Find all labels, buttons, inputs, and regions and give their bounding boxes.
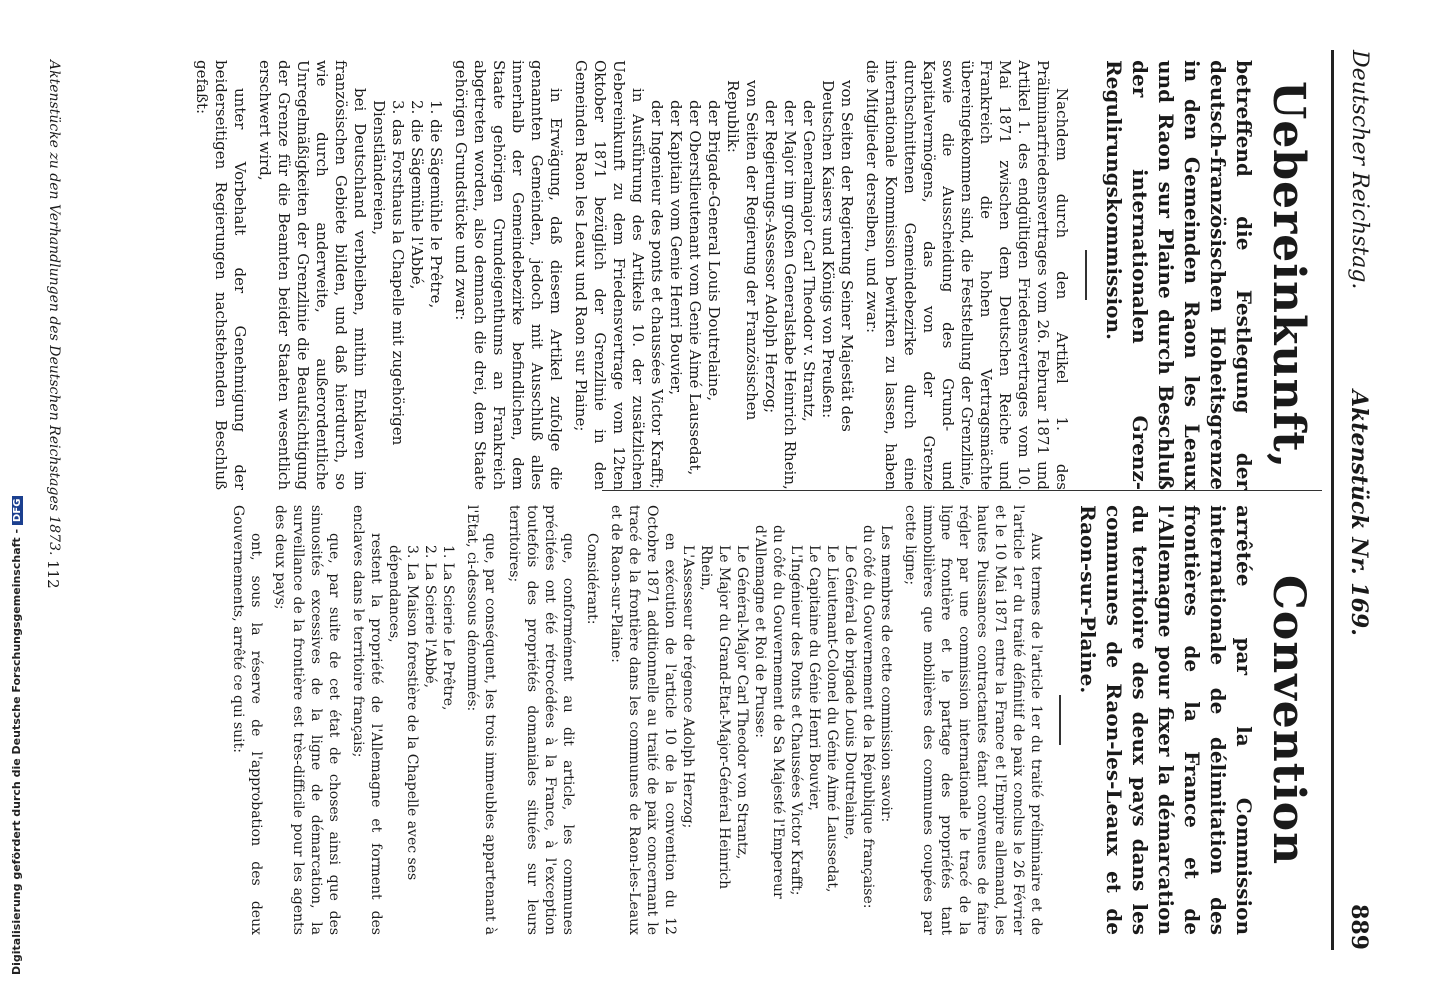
german-line: der Regierungs-Assessor Adolph Herzog; [762, 100, 780, 414]
header-rule [1331, 50, 1334, 950]
german-paragraph: in Erwägung, daß diesem Artikel zufolge die genannten Gemeinden, jedoch mit Ausschluß alles innerhalb der Gemeindebezirke befindlichen, dem Staate gehörigen Grundeigenthums an Frankreich abgetreten worden, also demnach die drei, dem Staate gehörigen Grundstücke und zwar: [452, 60, 565, 490]
digitization-text: Digitalisierung gefördert durch die Deutsche Forschungsgemeinschaft - [10, 528, 23, 975]
french-paragraph: que, conformément au dit article, les communes précitées ont été rétrocédées à la France, à l'exception toutefois des propriétés domaniales situées sur leurs territoires; [506, 505, 576, 935]
french-paragraph: restent la propriété de l'Allemagne et forment des enclaves dans le territoire français; [350, 505, 384, 935]
german-subtitle: betreffend die Festlegung der deutsch-französischen Hoheitsgrenze in den Gemeinden Raon les Leaux und Raon sur Plaine durch Beschluß der internationalen Grenz-Regulirungskommission. [1102, 60, 1256, 490]
french-line: Le Lieutenant-Colonel du Génie Aimé Laussedat, [824, 545, 840, 893]
french-title: Convention [1263, 574, 1314, 866]
german-paragraph: Nachdem durch den Artikel 1. des Präliminarfriedensvertrages vom 26. Februar 1871 und Artikel 1. des endgültigen Friedensvertrages vom 10. Mai 1871 zwischen dem Deutschen Reiche und Frankreich die hohen Vertragsmächte übereingekommen sind, die Feststellung der Grenzlinie, sowie die Ausscheidung des Grund- und Kapitalvermögens, das von der Grenze durchschnittenen Gemeindebezirke durch eine internationale Kommission bewirken zu lassen, haben die Mitglieder derselben, und zwar: [863, 60, 1071, 490]
page-header [1332, 50, 1372, 950]
footer-page-number: 112 [44, 560, 62, 589]
french-line: L'Ingénieur des Ponts et Chaussées Victor Krafft; [788, 545, 804, 896]
french-list-item: 1. La Scierie Le Prêtre, [440, 545, 456, 711]
french-line: Le Capitaine du Génie Henri Bouvier, [806, 545, 822, 811]
french-subtitle: arrêtée par la Commission internationale de délimitation des frontières de la France et de l'Allemagne pour fixer la démarcation du territoire des deux pays dans les communes de Raon-les-Leaux et de Raon-sur-Plaine. [1076, 505, 1256, 935]
french-paragraph: Aux termes de l'article 1er du traité préliminaire et de l'article 1er du traité définitif de paix conclus le 26 Février et le 10 Mai 1871 entre la France et l'Empire allemand, les hautes Puissances contractantes étant convenues de faire régler par une commission internationale le tracé de la ligne frontière et le partage des propriétés tant immobilières que mobilières des communes coupées par cette ligne; [902, 505, 1044, 935]
german-line: der Ingenieur des ponts et chaussées Victor Krafft; [648, 100, 666, 489]
french-column [223, 505, 1322, 935]
section-rule [1059, 695, 1061, 745]
german-line: der Brigade-General Louis Doutrelaine, [705, 100, 723, 402]
footer-note: Aktenstücke zu den Verhandlungen des Deutschen Reichstages 1873. [46, 60, 62, 556]
header-publication: Deutscher Reichstag. [1347, 50, 1372, 290]
german-line: der Kapitain vom Genie Henri Bouvier, [667, 100, 685, 396]
french-line: Le Major du Grand-Etat-Major-Général Heinrich Rhein, [698, 545, 732, 890]
column-divider [602, 490, 1322, 491]
german-line: von Seiten der Regierung Seiner Majestät des Deutschen Kaisers und Königs von Preußen: [819, 80, 856, 432]
header-document-number: Aktenstück Nr. 169. [1346, 390, 1372, 636]
french-paragraph: que, par suite de cet état de choses ainsi que des sinuosités excessives de la ligne de démarcation, la surveillance de la frontière est très-difficile pour les agents des deux pays; [272, 505, 342, 935]
digitization-strip [8, 0, 28, 1000]
german-line: der Major im großen Generalstabe Heinrich Rhein, [781, 100, 799, 490]
german-paragraph: in Ausführung des Artikels 10. der zusätzlichen Uebereinkunft zu dem Friedensvertrage vom 12ten Oktober 1871 bezüglich der Grenzlinie in den Gemeinden Raon les Leaux und Raon sur Plaine; [572, 60, 647, 490]
german-paragraph: bei Deutschland verbleiben, mithin Enklaven im französischen Gebiete bilden, und daß hierdurch, so wie durch anderweite, außerordentliche Unregelmäßigkeiten der Grenzlinie die Beaufsichtigung der Grenze für die Beamten beider Staaten wesentlich erschwert wird, [256, 60, 369, 490]
french-list-item: 2. La Scierie l'Abbé, [422, 545, 438, 689]
german-list-item: 1. die Sägemühle le Prêtre, [427, 100, 445, 309]
dfg-logo-icon: DFG [12, 496, 23, 525]
french-line: du côté du Gouvernement de la République française: [860, 525, 876, 909]
german-line: der Oberstlieutenant vom Genie Aimé Laussedat, [686, 100, 704, 476]
german-line: der Generalmajor Carl Theodor v. Strantz, [800, 100, 818, 422]
digitization-notice [10, 375, 30, 975]
french-paragraph: en exécution de l'article 10 de la convention du 12 Octobre 1871 additionnelle au traité de paix concernant le tracé de la frontière dans les communes de Raon-les-Leaux et de Raon-sur-Plaine: [608, 505, 678, 935]
german-list-item: 2. die Sägemühle l'Abbé, [408, 100, 426, 290]
french-list-item: 3. La Maison forestière de la Chapelle avec ses dépendances, [386, 545, 420, 881]
french-line: Le Général-Major Carl Theodor von Strantz, [734, 545, 750, 860]
section-rule [1085, 250, 1087, 300]
german-column [186, 60, 1322, 490]
german-line: von Seiten der Regierung der Französischen Republik: [724, 80, 761, 421]
french-line: du côté du Gouvernement de Sa Majesté l'Empereur d'Allemagne et Roi de Prusse: [752, 525, 786, 899]
french-line: L'Assesseur de régence Adolph Herzog; [680, 545, 696, 829]
header-page-number: 889 [1346, 904, 1372, 950]
french-line: Les membres de cette commission savoir: [878, 525, 894, 823]
german-list-item: 3. das Forsthaus la Chapelle mit zugehörigen Dienstländereien, [370, 100, 407, 446]
french-line: Le Général de brigade Louis Doutrelaine, [842, 545, 858, 840]
german-paragraph: unter Vorbehalt der Genehmigung der beiderseitigen Regierungen nachstehenden Beschluß gefaßt: [193, 60, 249, 490]
german-title: Uebereinkunft, [1263, 80, 1314, 470]
french-paragraph: que, par conséquent, les trois immeubles appartenant à l'Etat, ci-dessous dénommés: [464, 505, 498, 935]
french-paragraph: ont, sous la réserve de l'approbation des deux Gouvernements, arrêté ce qui suit: [230, 505, 264, 935]
french-paragraph: Considérant: [584, 533, 600, 625]
